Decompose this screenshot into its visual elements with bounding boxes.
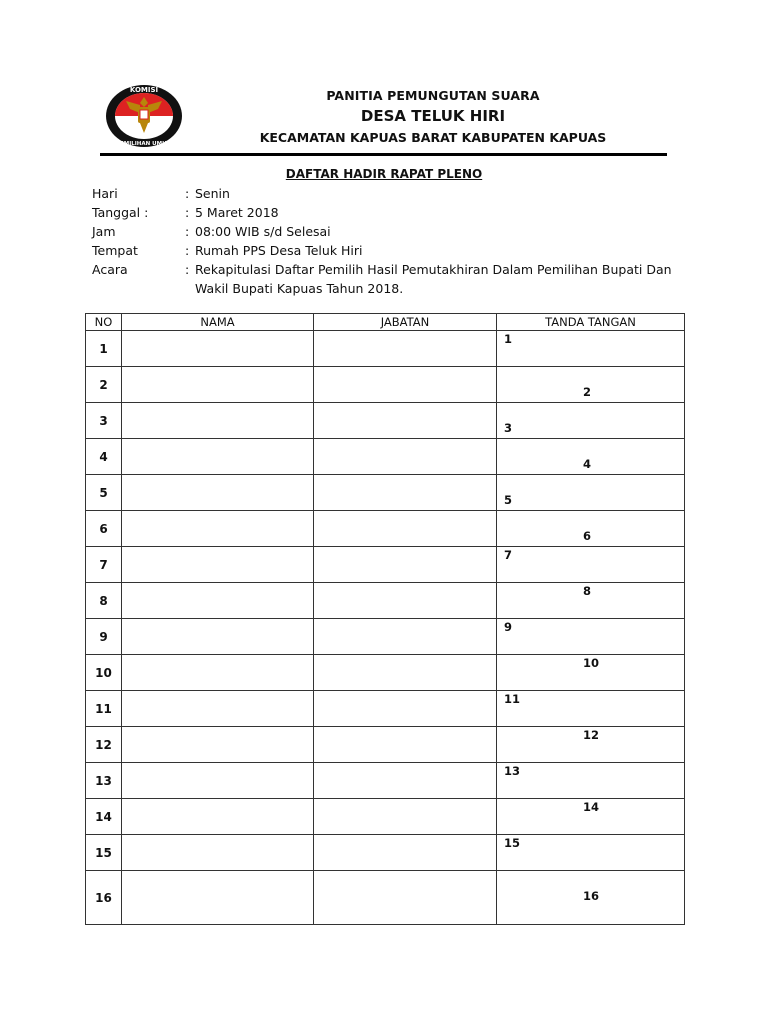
info-label: Hari [92, 186, 118, 201]
row-number: 4 [86, 439, 122, 475]
signature-number: 10 [583, 656, 600, 670]
info-colon: : [185, 205, 190, 220]
table-row [86, 655, 685, 691]
name-cell[interactable] [122, 475, 314, 511]
info-value: 5 Maret 2018 [195, 205, 279, 220]
name-cell[interactable] [122, 367, 314, 403]
position-cell[interactable] [314, 547, 497, 583]
table-row [86, 763, 685, 799]
position-cell[interactable] [314, 871, 497, 925]
signature-number: 7 [504, 548, 513, 562]
row-number: 5 [86, 475, 122, 511]
info-value: Senin [195, 186, 230, 201]
info-row-jam [92, 222, 682, 241]
info-colon: : [185, 224, 190, 239]
column-header-no: NO [86, 314, 122, 331]
table-row [86, 331, 685, 367]
signature-cell[interactable] [497, 367, 685, 403]
attendance-table [85, 313, 685, 925]
table-row [86, 691, 685, 727]
signature-number: 4 [583, 457, 592, 471]
table-row [86, 511, 685, 547]
header-district: KECAMATAN KAPUAS BARAT KABUPATEN KAPUAS [259, 130, 607, 145]
row-number: 10 [86, 655, 122, 691]
name-cell[interactable] [122, 871, 314, 925]
signature-number: 6 [583, 529, 592, 543]
position-cell[interactable] [314, 763, 497, 799]
header-village: DESA TELUK HIRI [360, 107, 506, 125]
signature-cell[interactable] [497, 655, 685, 691]
signature-number: 16 [583, 889, 600, 903]
column-header-tanda-tangan: TANDA TANGAN [497, 314, 685, 331]
position-cell[interactable] [314, 583, 497, 619]
info-colon: : [185, 262, 190, 277]
position-cell[interactable] [314, 691, 497, 727]
signature-cell[interactable] [497, 691, 685, 727]
signature-number: 14 [583, 800, 600, 814]
signature-cell[interactable] [497, 619, 685, 655]
position-cell[interactable] [314, 511, 497, 547]
signature-number: 9 [504, 620, 513, 634]
svg-text:KOMISI: KOMISI [129, 86, 159, 94]
info-row-tempat [92, 241, 682, 260]
name-cell[interactable] [122, 511, 314, 547]
position-cell[interactable] [314, 367, 497, 403]
position-cell[interactable] [314, 835, 497, 871]
name-cell[interactable] [122, 835, 314, 871]
row-number: 6 [86, 511, 122, 547]
name-cell[interactable] [122, 763, 314, 799]
name-cell[interactable] [122, 727, 314, 763]
table-row [86, 727, 685, 763]
signature-number: 11 [504, 692, 521, 706]
signature-cell[interactable] [497, 331, 685, 367]
row-number: 13 [86, 763, 122, 799]
signature-cell[interactable] [497, 583, 685, 619]
svg-text:PEMILIHAN UMUM: PEMILIHAN UMUM [115, 141, 173, 147]
position-cell[interactable] [314, 439, 497, 475]
position-cell[interactable] [314, 475, 497, 511]
signature-number: 15 [504, 836, 521, 850]
info-value: Rekapitulasi Daftar Pemilih Hasil Pemutakhiran Dalam Pemilihan Bupati Dan Wakil Bupati Kapuas Tahun 2018. [195, 262, 672, 296]
signature-number: 1 [504, 332, 513, 346]
table-row [86, 583, 685, 619]
row-number: 3 [86, 403, 122, 439]
info-label: Acara [92, 262, 128, 277]
row-number: 14 [86, 799, 122, 835]
info-row-acara [92, 260, 682, 298]
row-number: 16 [86, 871, 122, 925]
signature-cell[interactable] [497, 763, 685, 799]
table-row [86, 835, 685, 871]
row-number: 11 [86, 691, 122, 727]
signature-number: 3 [504, 421, 513, 435]
table-row [86, 871, 685, 925]
info-value: Rumah PPS Desa Teluk Hiri [195, 243, 363, 258]
position-cell[interactable] [314, 727, 497, 763]
row-number: 15 [86, 835, 122, 871]
row-number: 12 [86, 727, 122, 763]
table-row [86, 619, 685, 655]
meeting-info [92, 184, 682, 298]
table-row [86, 403, 685, 439]
name-cell[interactable] [122, 691, 314, 727]
signature-cell[interactable] [497, 835, 685, 871]
signature-number: 8 [583, 584, 592, 598]
info-label: Tanggal : [92, 205, 149, 220]
signature-cell[interactable] [497, 403, 685, 439]
signature-cell[interactable] [497, 799, 685, 835]
column-header-nama: NAMA [122, 314, 314, 331]
info-row-tanggal [92, 203, 682, 222]
position-cell[interactable] [314, 655, 497, 691]
header-committee: PANITIA PEMUNGUTAN SUARA [326, 88, 540, 103]
signature-number: 2 [583, 385, 592, 399]
info-row-hari [92, 184, 682, 203]
document-title: DAFTAR HADIR RAPAT PLENO [285, 167, 483, 181]
position-cell[interactable] [314, 331, 497, 367]
name-cell[interactable] [122, 403, 314, 439]
signature-number: 13 [504, 764, 521, 778]
position-cell[interactable] [314, 799, 497, 835]
signature-cell[interactable] [497, 475, 685, 511]
signature-cell[interactable] [497, 511, 685, 547]
name-cell[interactable] [122, 655, 314, 691]
name-cell[interactable] [122, 583, 314, 619]
signature-cell[interactable] [497, 727, 685, 763]
row-number: 9 [86, 619, 122, 655]
info-label: Tempat [92, 243, 138, 258]
signature-cell[interactable] [497, 439, 685, 475]
name-cell[interactable] [122, 619, 314, 655]
row-number: 7 [86, 547, 122, 583]
table-header-row [86, 314, 685, 331]
row-number: 8 [86, 583, 122, 619]
table-row [86, 547, 685, 583]
row-number: 1 [86, 331, 122, 367]
signature-cell[interactable] [497, 871, 685, 925]
table-row [86, 475, 685, 511]
signature-number: 5 [504, 493, 513, 507]
kpu-logo-icon [104, 83, 184, 149]
column-header-jabatan: JABATAN [314, 314, 497, 331]
table-row [86, 367, 685, 403]
signature-number: 12 [583, 728, 600, 742]
info-colon: : [185, 186, 190, 201]
info-value: 08:00 WIB s/d Selesai [195, 224, 331, 239]
name-cell[interactable] [122, 331, 314, 367]
name-cell[interactable] [122, 547, 314, 583]
position-cell[interactable] [314, 403, 497, 439]
header-divider [100, 153, 667, 156]
info-colon: : [185, 243, 190, 258]
name-cell[interactable] [122, 439, 314, 475]
table-row [86, 439, 685, 475]
signature-cell[interactable] [497, 547, 685, 583]
row-number: 2 [86, 367, 122, 403]
name-cell[interactable] [122, 799, 314, 835]
position-cell[interactable] [314, 619, 497, 655]
info-label: Jam [92, 224, 116, 239]
table-row [86, 799, 685, 835]
